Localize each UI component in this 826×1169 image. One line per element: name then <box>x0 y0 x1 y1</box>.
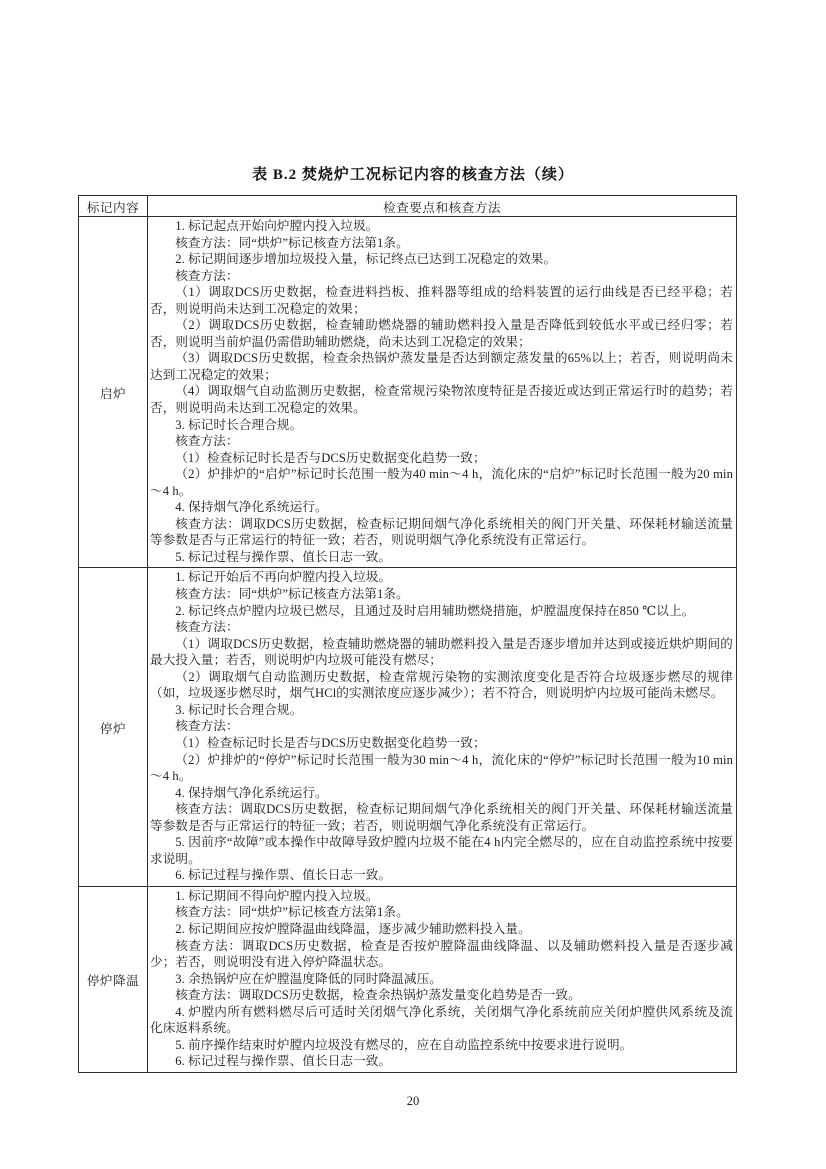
method-paragraph: 核查方法：同“烘炉”标记核查方法第1条。 <box>175 587 409 602</box>
header-check-method: 检查要点和核查方法 <box>148 196 737 217</box>
method-paragraph: 核查方法：调取DCS历史数据，检查标记期间烟气净化系统相关的阀门开关量、环保耗材输送流量等参数是否与正常运行的特征一致；若否，则说明烟气净化系统没有正常运行。 <box>150 516 733 548</box>
row-label-tinglu: 停炉 <box>79 568 148 886</box>
method-paragraph: 核查方法： <box>175 268 239 283</box>
method-paragraph: 1. 标记起点开始向炉膛内投入垃圾。 <box>175 219 379 233</box>
method-paragraph: （4）调取烟气自动监测历史数据，检查常规污染物浓度特征是否接近或达到正常运行时的趋势；若否，则说明尚未达到工况稳定的效果。 <box>150 384 733 416</box>
row-content-tinglu <box>148 568 737 886</box>
method-paragraph: 5. 标记过程与操作票、值长日志一致。 <box>175 549 392 564</box>
method-paragraph: 3. 标记时长合理合规。 <box>175 417 303 432</box>
row-label-qilu: 启炉 <box>79 217 148 568</box>
method-paragraph: 核查方法： <box>175 434 239 449</box>
method-paragraph: 3. 标记时长合理合规。 <box>175 702 303 717</box>
method-paragraph: （2）调取DCS历史数据，检查辅助燃烧器的辅助燃料投入量是否降低到较低水平或已经归零；若否，则说明当前炉温仍需借助辅助燃烧，尚未达到工况稳定的效果； <box>150 318 733 349</box>
method-paragraph: 2. 标记终点炉膛内垃圾已燃尽，且通过及时启用辅助燃烧措施，炉膛温度保持在850 ℃以上。 <box>175 603 695 618</box>
header-mark-content: 标记内容 <box>79 196 148 217</box>
method-paragraph: （1）检查标记时长是否与DCS历史数据变化趋势一致； <box>175 735 486 750</box>
method-paragraph: 4. 炉膛内所有燃料燃尽后可适时关闭烟气净化系统，关闭烟气净化系统前应关闭炉膛供风系统及流化床返料系统。 <box>150 1004 733 1036</box>
table-title: 表 B.2 焚烧炉工况标记内容的核查方法（续） <box>252 167 574 183</box>
method-paragraph: 核查方法：调取DCS历史数据，检查标记期间烟气净化系统相关的阀门开关量、环保耗材输送流量等参数是否与正常运行的特征一致；若否，则说明烟气净化系统没有正常运行。 <box>150 802 733 833</box>
table-header-row <box>79 196 737 217</box>
table-row-tinglu-jiangwen <box>79 886 737 1072</box>
method-paragraph: （1）调取DCS历史数据，检查辅助燃烧器的辅助燃料投入量是否逐步增加并达到或接近烘炉期间的最大投入量；若否，则说明炉内垃圾可能没有燃尽； <box>150 636 733 668</box>
row-content-tinglu-jiangwen <box>148 886 737 1072</box>
method-paragraph: 4. 保持烟气净化系统运行。 <box>175 785 328 800</box>
method-paragraph: 1. 标记开始后不再向炉膛内投入垃圾。 <box>175 570 392 585</box>
method-paragraph: 1. 标记期间不得向炉膛内投入垃圾。 <box>175 888 379 903</box>
page-number: 20 <box>406 1093 420 1108</box>
check-method-table <box>78 195 737 1073</box>
row-content-qilu <box>148 217 737 568</box>
method-paragraph: 5. 前序操作结束时炉膛内垃圾没有燃尽的，应在自动监控系统中按要求进行说明。 <box>175 1037 633 1052</box>
method-paragraph: （2）调取烟气自动监测历史数据，检查常规污染物的实测浓度变化是否符合垃圾逐步燃尽的规律（如，垃圾逐步燃尽时，烟气HCl的实测浓度应逐步减少）；若不符合，则说明炉内垃圾可能尚未燃尽。 <box>150 669 733 701</box>
method-paragraph: 核查方法： <box>175 620 239 635</box>
method-paragraph: 5. 因前序“故障”或本操作中故障导致炉膛内垃圾不能在4 h内完全燃尽的，应在自动监控系统中按要求说明。 <box>150 835 733 866</box>
method-paragraph: 核查方法： <box>175 719 239 734</box>
method-paragraph: 2. 标记期间应按炉膛降温曲线降温，逐步减少辅助燃料投入量。 <box>175 921 531 936</box>
method-paragraph: （1）调取DCS历史数据，检查进料挡板、推料器等组成的给料装置的运行曲线是否已经平稳；若否，则说明尚未达到工况稳定的效果； <box>150 285 733 316</box>
method-paragraph: 核查方法：调取DCS历史数据，检查余热锅炉蒸发量变化趋势是否一致。 <box>175 988 581 1003</box>
method-paragraph: 3. 余热锅炉应在炉膛温度降低的同时降温减压。 <box>175 971 442 986</box>
method-paragraph: 核查方法：同“烘炉”标记核查方法第1条。 <box>175 235 409 250</box>
method-paragraph: 4. 保持烟气净化系统运行。 <box>175 500 328 515</box>
method-paragraph: （1）检查标记时长是否与DCS历史数据变化趋势一致； <box>175 450 486 465</box>
method-paragraph: 核查方法：同“烘炉”标记核查方法第1条。 <box>175 905 409 920</box>
method-paragraph: 2. 标记期间逐步增加垃圾投入量，标记终点已达到工况稳定的效果。 <box>175 252 557 267</box>
row-label-tinglu-jiangwen: 停炉降温 <box>79 886 148 1072</box>
table-row-qilu <box>79 217 737 568</box>
method-paragraph: 核查方法：调取DCS历史数据，检查是否按炉膛降温曲线降温、以及辅助燃料投入量是否逐步减少；若否，则说明没有进入停炉降温状态。 <box>150 938 733 970</box>
table-row-tinglu <box>79 568 737 886</box>
method-paragraph: （2）炉排炉的“启炉”标记时长范围一般为40 min～4 h，流化床的“启炉”标记时长范围一般为20 min～4 h。 <box>150 467 733 498</box>
method-paragraph: （3）调取DCS历史数据，检查余热锅炉蒸发量是否达到额定蒸发量的65%以上；若否，则说明尚未达到工况稳定的效果； <box>150 351 733 382</box>
method-paragraph: （2）炉排炉的“停炉”标记时长范围一般为30 min～4 h，流化床的“停炉”标记时长范围一般为10 min～4 h。 <box>150 752 733 784</box>
method-paragraph: 6. 标记过程与操作票、值长日志一致。 <box>175 1054 392 1069</box>
method-paragraph: 6. 标记过程与操作票、值长日志一致。 <box>175 868 392 883</box>
